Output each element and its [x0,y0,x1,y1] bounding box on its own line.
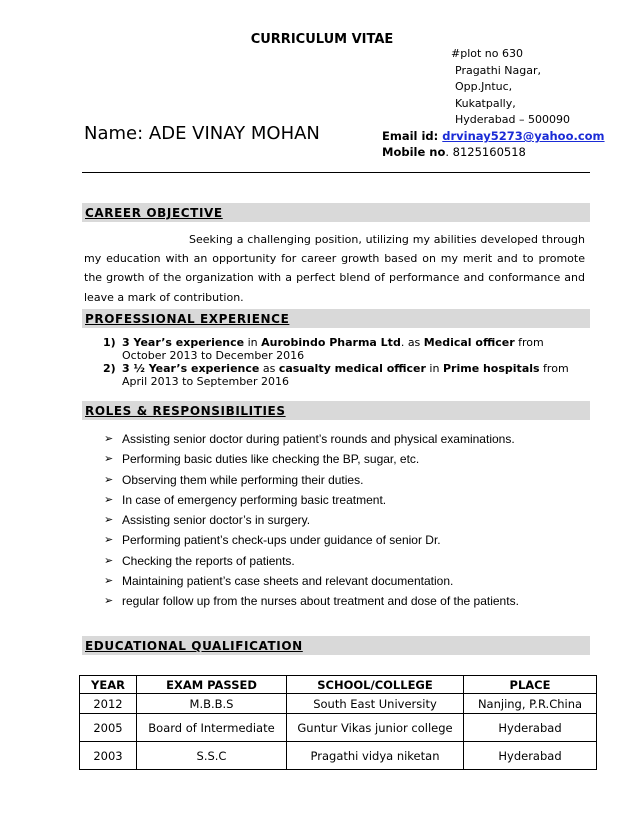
table-cell: Hyderabad [464,742,597,770]
experience-item [103,362,581,388]
column-header-school: SCHOOL/COLLEGE [287,676,464,694]
mobile-row [382,145,526,159]
table-cell: 2005 [80,714,137,742]
table-row [80,742,597,770]
arrow-bullet-icon: ➢ [104,595,114,608]
roles-list [104,432,594,615]
column-header-place: PLACE [464,676,597,694]
table-cell: Pragathi vidya niketan [287,742,464,770]
arrow-bullet-icon: ➢ [104,473,114,486]
list-item [104,473,594,493]
role-text: Performing patient’s check-ups under guidance of senior Dr. [122,533,441,548]
experience-role: Prime hospitals [442,362,540,375]
section-heading: PROFESSIONAL EXPERIENCE [85,312,290,326]
experience-connector: in [244,336,262,349]
list-item [104,574,594,594]
career-objective-text [84,230,585,307]
role-text: In case of emergency performing basic treatment. [122,492,387,507]
section-professional-experience [82,309,590,328]
list-item [104,554,594,574]
experience-connector: . as [400,336,424,349]
table-cell: 2003 [80,742,137,770]
header-divider [82,172,590,173]
section-career-objective [82,203,590,222]
experience-company: Aurobindo Pharma Ltd [261,336,401,349]
arrow-bullet-icon: ➢ [104,453,114,466]
section-heading: EDUCATIONAL QUALIFICATION [85,639,303,653]
experience-item [103,336,581,362]
arrow-bullet-icon: ➢ [104,493,114,506]
role-text: Performing basic duties like checking the BP, sugar, etc. [122,452,420,467]
arrow-bullet-icon: ➢ [104,534,114,547]
arrow-bullet-icon: ➢ [104,575,114,588]
column-header-exam: EXAM PASSED [137,676,287,694]
table-cell: Hyderabad [464,714,597,742]
table-row [80,694,597,714]
experience-connector: in [425,362,443,375]
table-cell: Guntur Vikas junior college [287,714,464,742]
table-cell: Board of Intermediate [137,714,287,742]
experience-years: 3 ½ Year’s experience [122,362,260,375]
section-roles [82,401,590,420]
column-header-year: YEAR [80,676,137,694]
document-title: CURRICULUM VITAE [250,32,394,47]
list-item [104,452,594,472]
address-line: Kukatpally, [455,96,516,110]
table-row [80,714,597,742]
arrow-bullet-icon: ➢ [104,514,114,527]
experience-years: 3 Year’s experience [122,336,245,349]
list-item [104,513,594,533]
candidate-name: Name: ADE VINAY MOHAN [84,123,320,144]
experience-period: from April 2013 to September 2016 [122,362,569,388]
role-text: Assisting senior doctor during patient’s rounds and physical examinations. [122,432,515,446]
table-cell: M.B.B.S [137,694,287,714]
address-line: #plot no 630 [451,47,523,60]
experience-company: casualty medical officer [278,362,426,375]
objective-paragraph: Seeking a challenging position, utilizing my abilities developed through my education with an opportunity for career growth based on my merit and to promote the growth of the organization with a perfect blend of performance and conformance and leave a mark of contribution. [84,233,585,304]
mobile-label: Mobile no [382,145,446,159]
role-text: Checking the reports of patients. [122,553,295,568]
address-line: Pragathi Nagar, [455,63,541,77]
table-cell: S.S.C [137,742,287,770]
address-block [451,46,570,129]
experience-number: 2) [103,362,116,375]
list-item [104,493,594,513]
email-link[interactable]: drvinay5273@yahoo.com [442,129,605,143]
mobile-number: . 8125160518 [445,145,526,159]
section-heading: ROLES & RESPONSIBILITIES [85,404,286,418]
list-item [104,533,594,553]
arrow-bullet-icon: ➢ [104,433,114,445]
table-header-row [80,676,597,694]
section-education [82,636,590,655]
experience-period: from October 2013 to December 2016 [122,336,544,362]
address-line: Opp.Jntuc, [455,80,513,93]
education-table [79,675,597,770]
role-text: Observing them while performing their duties. [122,472,364,487]
role-text: Maintaining patient’s case sheets and relevant documentation. [122,574,454,589]
address-line: Hyderabad – 500090 [455,113,570,126]
section-heading: CAREER OBJECTIVE [85,206,223,220]
role-text: Assisting senior doctor’s in surgery. [122,513,311,528]
email-row [382,129,605,143]
table-cell: 2012 [80,694,137,714]
experience-number: 1) [103,336,116,349]
experience-role: Medical officer [423,336,515,349]
email-label: Email id: [382,129,439,143]
arrow-bullet-icon: ➢ [104,554,114,567]
list-item [104,432,594,452]
experience-connector: as [259,362,279,375]
table-cell: Nanjing, P.R.China [464,694,597,714]
table-cell: South East University [287,694,464,714]
experience-list [103,336,581,388]
list-item [104,594,594,614]
role-text: regular follow up from the nurses about treatment and dose of the patients. [122,594,519,609]
